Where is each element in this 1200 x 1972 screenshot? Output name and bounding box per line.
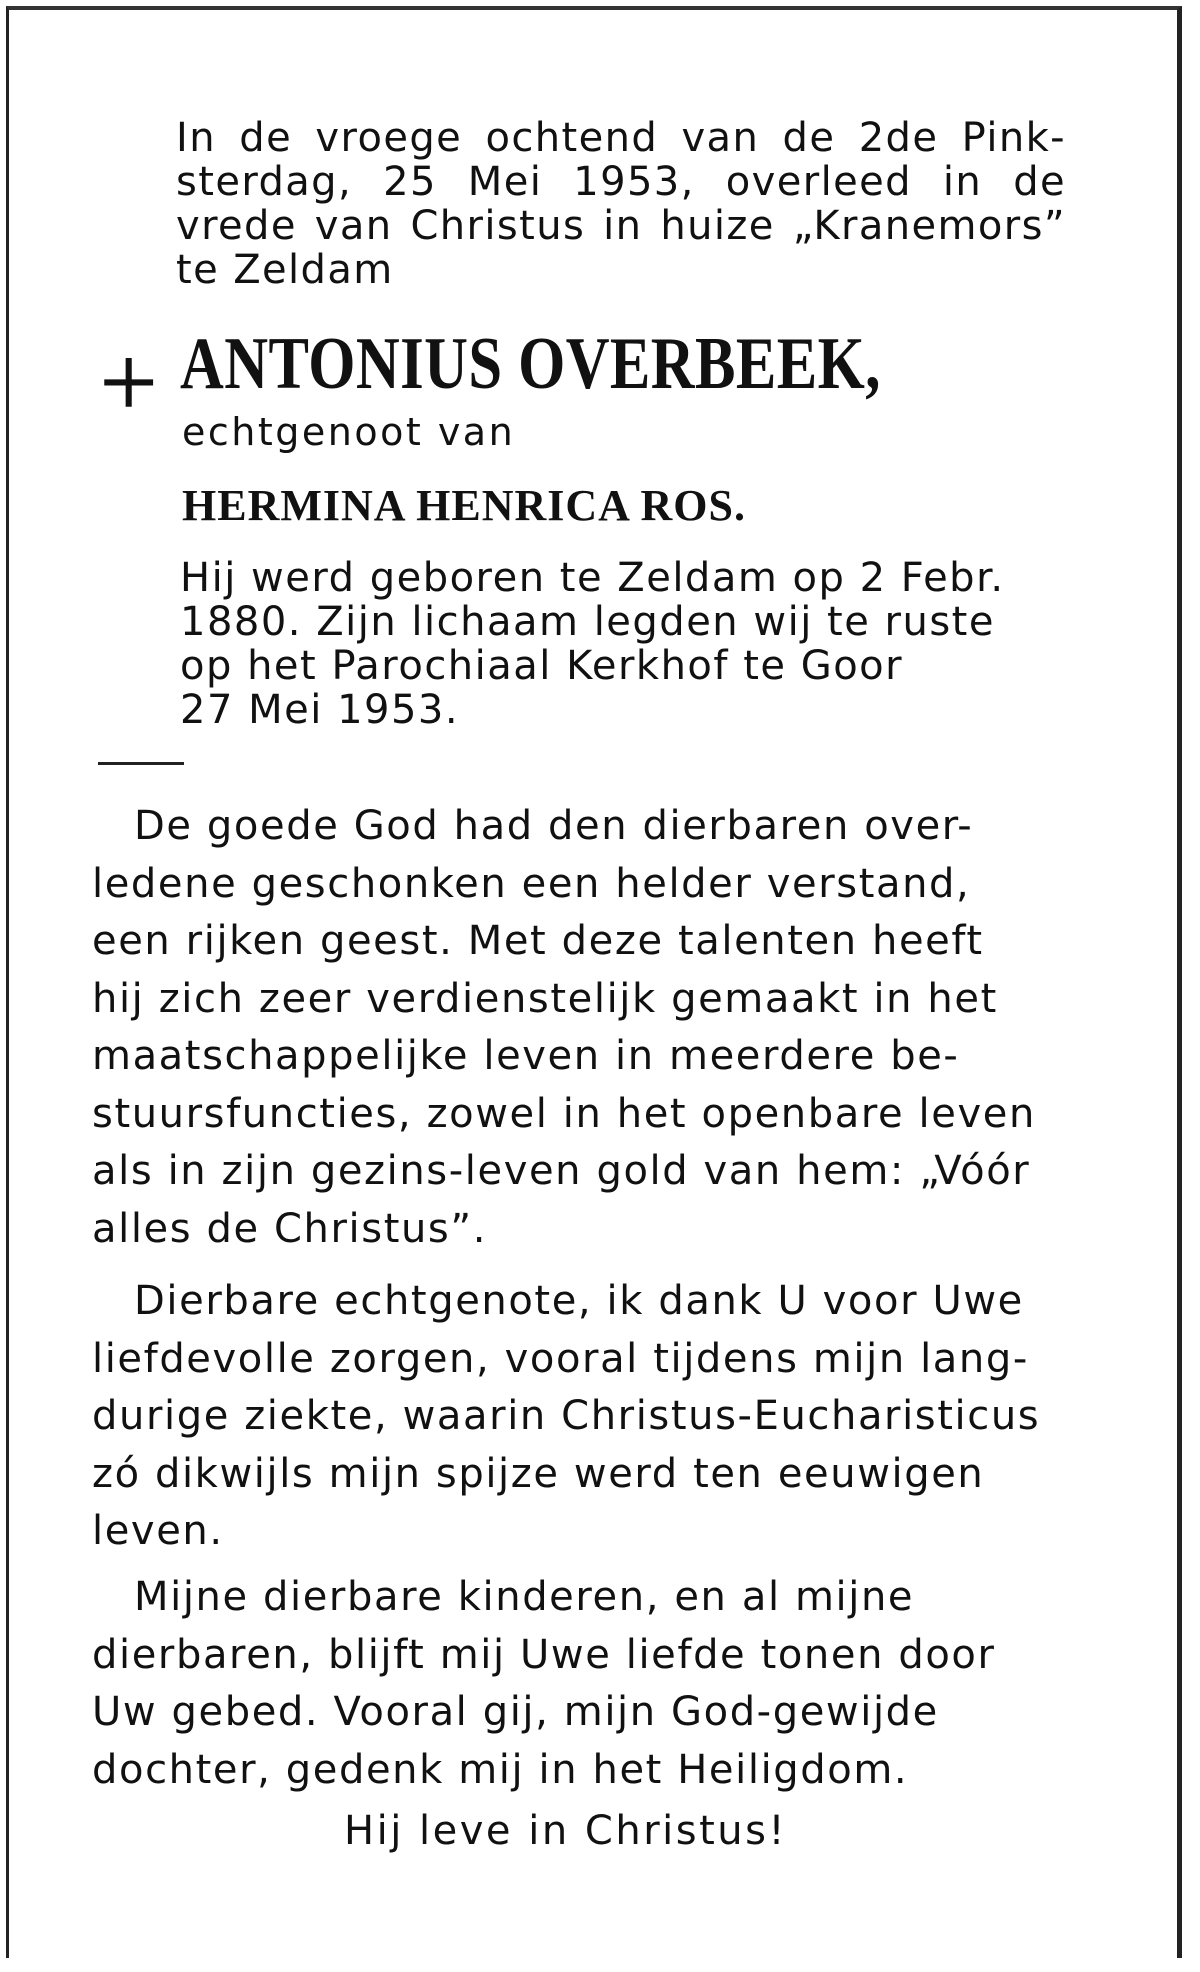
- paragraph-line: maatschappelijke leven in meerdere be-: [92, 1033, 960, 1079]
- paragraph-line: dierbaren, blijft mij Uwe liefde tonen door: [92, 1631, 996, 1678]
- paragraph-line: liefdevolle zorgen, vooral tijdens mijn lang-: [92, 1335, 1029, 1382]
- paragraph-3: [92, 1569, 1064, 1799]
- paragraph-line: een rijken geest. Met deze talenten heeft: [92, 918, 984, 964]
- closing-line: Hij leve in Christus!: [344, 1808, 788, 1854]
- intro-line: In de vroege ochtend van de 2de Pink-: [176, 115, 1066, 161]
- deceased-name: ANTONIUS OVERBEEK,: [180, 323, 881, 405]
- cross-icon: +: [96, 336, 162, 426]
- spouse-name: HERMINA HENRICA ROS.: [182, 481, 746, 530]
- paragraph-line: [92, 1273, 1064, 1331]
- paragraph-line-text: Mijne dierbare kinderen, en al mijne: [134, 1574, 915, 1620]
- intro-line: vrede van Christus in huize „Kranemors”: [176, 203, 1066, 249]
- intro-line: sterdag, 25 Mei 1953, overleed in de: [176, 159, 1066, 205]
- paragraph-line: als in zijn gezins-leven gold van hem: „Vóór: [92, 1148, 1031, 1194]
- paragraph-line: [92, 1569, 1064, 1627]
- paragraph-line: hij zich zeer verdienstelijk gemaakt in het: [92, 975, 998, 1022]
- paragraph-line: [92, 798, 1064, 856]
- paragraph-line-text: De goede God had den dierbaren over-: [134, 803, 974, 849]
- divider: [98, 762, 184, 765]
- spouse-intro: echtgenoot van: [182, 410, 516, 454]
- paragraph-line: Uw gebed. Vooral gij, mijn God-gewijde: [92, 1689, 939, 1735]
- paragraph-2: [92, 1273, 1064, 1561]
- paragraph-line: durige ziekte, waarin Christus-Eucharisticus: [92, 1393, 1041, 1439]
- paragraph-line: zó dikwijls mijn spijze werd ten eeuwigen: [92, 1450, 985, 1497]
- paragraph-line: leven.: [92, 1508, 224, 1554]
- birth-line: op het Parochiaal Kerkhof te Goor: [180, 643, 904, 689]
- paragraph-line-text: Dierbare echtgenote, ik dank U voor Uwe: [134, 1278, 1024, 1324]
- paragraph-line: stuursfuncties, zowel in het openbare leven: [92, 1090, 1036, 1137]
- intro-text: [176, 116, 1066, 292]
- birth-text: [180, 556, 1070, 732]
- paragraph-line: ledene geschonken een helder verstand,: [92, 860, 971, 907]
- paragraph-1: [92, 798, 1064, 1258]
- birth-line: 27 Mei 1953.: [180, 687, 460, 733]
- birth-line: 1880. Zijn lichaam legden wij te ruste: [180, 599, 995, 645]
- paragraph-line: dochter, gedenk mij in het Heiligdom.: [92, 1746, 909, 1793]
- intro-line: te Zeldam: [176, 247, 394, 293]
- birth-line: Hij werd geboren te Zeldam op 2 Febr.: [180, 555, 1005, 601]
- paragraph-line: alles de Christus”.: [92, 1205, 488, 1252]
